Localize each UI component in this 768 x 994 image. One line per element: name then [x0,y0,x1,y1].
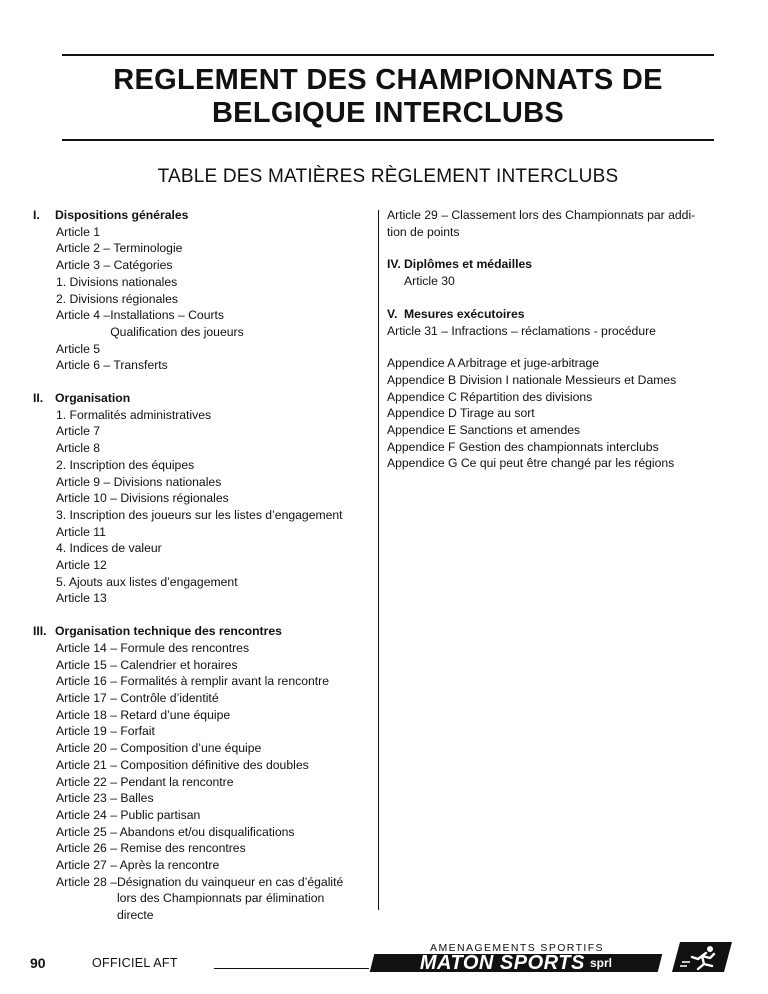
toc-item: Article 30 [404,274,455,289]
toc-item-label: Article 15 – Calendrier et horaires [56,657,238,672]
toc-item [56,557,373,574]
toc-item [56,307,373,340]
section-title: Organisation technique des rencontres [55,624,282,639]
sponsor-tagline: AMENAGEMENTS SPORTIFS [430,942,604,954]
toc-item-label: 2. Divisions régionales [56,291,178,306]
toc-item [56,590,373,607]
toc-item [56,857,373,874]
toc-item [56,574,373,591]
runner-logo-icon [672,942,732,972]
toc-item [56,757,373,774]
toc-item-label: 4. Indices de valeur [56,541,162,556]
column-divider [378,210,379,910]
section-number: I. [33,208,40,222]
toc-item-label: Article 26 – Remise des rencontres [56,841,246,856]
appendix-item: Appendice D Tirage au sort [387,406,535,421]
toc-item-label: Article 14 – Formule des rencontres [56,640,250,655]
toc-item-label: Article 6 – Transferts [56,358,168,373]
section-heading [387,256,717,273]
toc-item [56,540,373,557]
section-heading [33,623,373,640]
title-bottom-rule [62,139,714,141]
toc-item [56,790,373,807]
toc-item-label: Article 9 – Divisions nationales [56,474,222,489]
section-number: V. [387,306,398,321]
toc-section [33,207,373,374]
toc-item-label: Article 2 – Terminologie [56,241,183,256]
toc-item-label: Article 12 [56,558,107,573]
section-title: Organisation [55,391,131,406]
section-title: Dispositions générales [55,208,189,222]
section-heading [33,207,373,224]
appendix-item: Appendice B Division I nationale Messieurs et Dames [387,372,677,387]
toc-item [56,524,373,541]
toc-item [56,774,373,791]
sponsor-suffix: sprl [589,956,612,970]
toc-item-label: Article 28 – [56,874,117,889]
toc-item-label: Article 1 [56,224,101,239]
toc-item-label: Article 3 – Catégories [56,258,173,273]
section-number: II. [33,391,44,406]
toc-item-label: Article 16 – Formalités à remplir avant la rencontre [56,674,329,689]
toc-item-label: Article 10 – Divisions régionales [56,491,229,506]
sponsor-name: MATON SPORTS [420,951,585,974]
toc-item [56,240,373,257]
toc-item [56,357,373,374]
toc-item-label: Article 8 [56,441,101,456]
toc-section [387,306,717,339]
toc-item [56,874,373,924]
toc-item [56,457,373,474]
toc-item [56,507,373,524]
toc-item [56,257,373,274]
toc-left-column [33,207,373,924]
toc-item [56,474,373,491]
toc-item-label: Article 13 [56,591,107,606]
toc-item [56,673,373,690]
appendix-item: Appendice A Arbitrage et juge-arbitrage [387,356,600,371]
toc-section [33,390,373,607]
toc-item-label: Article 22 – Pendant la rencontre [56,774,234,789]
toc-item-label: Article 18 – Retard d’une équipe [56,707,231,722]
section-title: Mesures exécutoires [404,306,525,321]
toc-item-label: Article 27 – Après la rencontre [56,858,220,873]
appendix-item: Appendice F Gestion des championnats interclubs [387,439,659,454]
toc-item-label: Article 7 [56,424,101,439]
toc-item-label: Article 11 [56,524,106,539]
toc-item [56,490,373,507]
toc-item [56,723,373,740]
toc-item-label: Article 25 – Abandons et/ou disqualifications [56,824,295,839]
appendix-item: Appendice G Ce qui peut être changé par les régions [387,456,675,471]
toc-item-label: 5. Ajouts aux listes d’engagement [56,574,238,589]
toc-item-label: 2. Inscription des équipes [56,457,195,472]
section-heading [33,390,373,407]
appendix-item: Appendice E Sanctions et amendes [387,423,581,438]
toc-item-detail: Installations – Courts Qualification des joueurs [110,308,244,339]
toc-item-label: 1. Formalités administratives [56,407,212,422]
toc-section [387,256,717,289]
section-heading [387,306,717,323]
toc-item [56,440,373,457]
toc-item [56,690,373,707]
toc-item [56,707,373,724]
toc-item [56,274,373,291]
toc-item [56,291,373,308]
toc-item: Article 31 – Infractions – réclamations - procédure [387,323,656,338]
toc-item-label: 1. Divisions nationales [56,274,178,289]
toc-item [56,224,373,241]
toc-item [56,824,373,841]
sponsor-name-bar [370,951,662,974]
toc-item-detail: Désignation du vainqueur en cas d’égalité lors des Championnats par élimination directe [116,874,344,923]
section-title: Diplômes et médailles [404,257,533,272]
toc-item [56,657,373,674]
appendix-item: Appendice C Répartition des divisions [387,389,593,404]
toc-item [56,740,373,757]
toc-item-label: Article 23 – Balles [56,791,154,806]
footer-rule [214,968,369,969]
page-number: 90 [30,955,46,971]
section-number: IV. [387,257,401,272]
toc-item [56,807,373,824]
toc-item [56,640,373,657]
toc-item-label: Article 17 – Contrôle d’identité [56,690,219,705]
toc-item-article-29: Article 29 – Classement lors des Championnats par addi- tion de points [387,208,696,239]
toc-subtitle: TABLE DES MATIÈRES RÈGLEMENT INTERCLUBS [157,166,619,187]
toc-item [56,341,373,358]
toc-item-label: Article 21 – Composition définitive des doubles [56,757,309,772]
appendix-list [387,355,717,472]
toc-item-label: Article 20 – Composition d’une équipe [56,741,262,756]
toc-item-label: Article 5 [56,341,101,356]
toc-item [56,407,373,424]
top-rule [62,54,714,56]
toc-right-column [387,207,717,472]
toc-item [56,840,373,857]
toc-section [33,623,373,924]
toc-item-label: 3. Inscription des joueurs sur les listes d’engagement [56,507,343,522]
footer-publication-label: OFFICIEL AFT [92,956,178,970]
sponsor-logo [372,942,750,972]
toc-item-label: Article 19 – Forfait [56,724,155,739]
toc-item-label: Article 4 – [56,308,111,323]
page-title: REGLEMENT DES CHAMPIONNATS DE BELGIQUE INTERCLUBS [113,64,663,129]
toc-item-label: Article 24 – Public partisan [56,807,201,822]
toc-item [56,423,373,440]
section-number: III. [33,624,47,639]
